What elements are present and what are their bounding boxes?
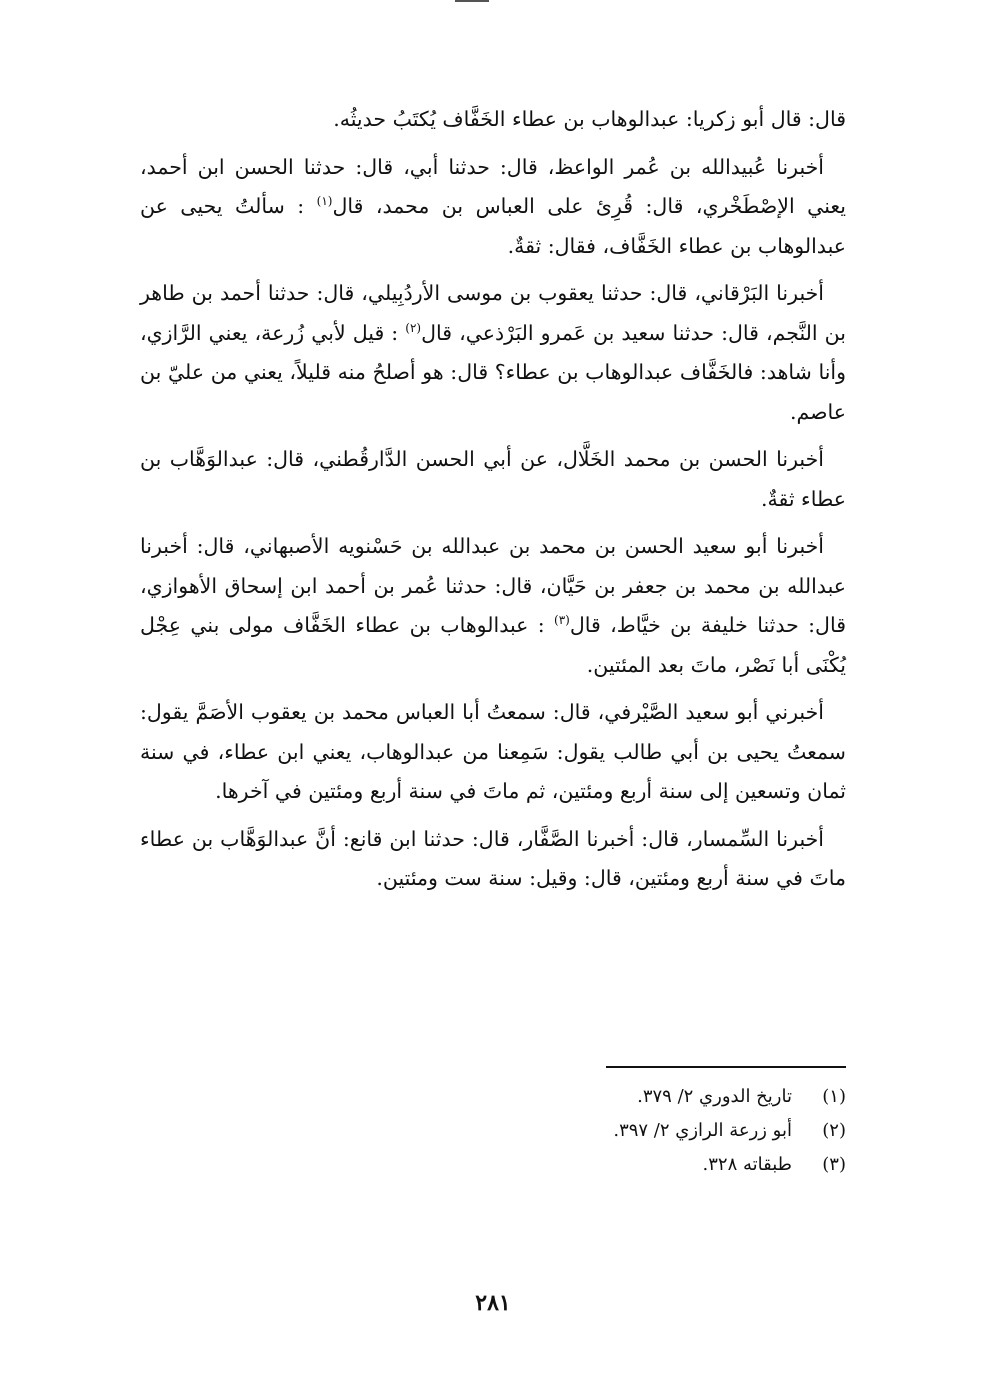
paragraph-5-tail: : عبدالوهاب بن عطاء الخَفَّاف مولى بني عِجْل يُكْنَى أبا نَصْر، ماتَ بعد المئتين. (140, 613, 846, 677)
paragraph-3-text: أخبرنا البَرْقاني، قال: حدثنا يعقوب بن موسى الأردُبِيلي، قال: حدثنا أحمد بن طاهر بن النَّجم، قال: حدثنا سعيد بن عَمرو البَرْذعي، قال (140, 281, 846, 345)
footnote-text-3: طبقاته ٣٢٨. (702, 1154, 792, 1175)
paragraph-2 (140, 148, 846, 267)
paragraph-4 (140, 440, 846, 519)
paragraph-3-tail: : قيل لأبي زُرعة، يعني الرَّازي، وأنا شاهد: فالخَفَّاف عبدالوهاب بن عطاء؟ قال: هو أصلحُ منه قليلاً، يعني من عليّ بن عاصم. (140, 320, 846, 424)
paragraph-7 (140, 820, 846, 899)
footnote-ref-2: (٢) (405, 320, 422, 335)
paragraph-6 (140, 693, 846, 812)
paragraph-5 (140, 527, 846, 685)
footnote-ref-1: (١) (316, 194, 333, 209)
footnote-divider (606, 1066, 846, 1068)
footnote-2 (140, 1114, 846, 1148)
footnote-number-1: (١) (822, 1086, 846, 1107)
paragraph-7-text: أخبرنا السِّمسار، قال: أخبرنا الصَّفَّار، قال: حدثنا ابن قانع: أنَّ عبدالوَهَّاب بن عطاء ماتَ في سنة أربع ومئتين، قال: وقيل: سنة ست ومئتين. (140, 826, 846, 890)
paragraph-6-text: أخبرني أبو سعيد الصَّيْرفي، قال: سمعتُ أبا العباس محمد بن يعقوب الأصَمَّ يقول: سمعتُ يحيى بن أبي طالب يقول: سَمِعنا من عبدالوهاب، يعني ابن عطاء، في سنة ثمان وتسعين إلى سنة أربع ومئتين، ثم ماتَ في سنة أربع ومئتين في آخرها. (140, 700, 846, 803)
footnote-number-2: (٢) (822, 1120, 846, 1141)
paragraph-1-text: قال: قال أبو زكريا: عبدالوهاب بن عطاء الخَفَّاف يُكتَبُ حديثُه. (333, 107, 846, 131)
paragraph-2-text: أخبرنا عُبيدالله بن عُمر الواعظ، قال: حدثنا أبي، قال: حدثنا الحسن ابن أحمد، يعني الإصْطَخْري، قال: قُرِئ على العباس بن محمد، قال (140, 154, 846, 218)
footnote-1 (140, 1080, 846, 1114)
paragraph-3 (140, 274, 846, 432)
footnote-ref-3: (٣) (554, 613, 570, 628)
page-number: ٢٨١ (475, 1290, 511, 1316)
page-body (140, 100, 846, 907)
footnote-text-1: تاريخ الدوري ٢/ ٣٧٩. (637, 1086, 792, 1107)
paragraph-1 (140, 100, 846, 140)
paragraph-2-tail: : سألتُ يحيى عن عبدالوهاب بن عطاء الخَفَّاف، فقال: ثقةٌ. (140, 194, 846, 258)
footnote-number-3: (٣) (822, 1154, 846, 1175)
top-crop-mark (455, 0, 489, 8)
footnote-text-2: أبو زرعة الرازي ٢/ ٣٩٧. (613, 1120, 792, 1141)
footnote-3 (140, 1148, 846, 1182)
footnotes (140, 1080, 846, 1182)
paragraph-5-text: أخبرنا أبو سعيد الحسن بن محمد بن عبدالله بن حَسْنويه الأصبهاني، قال: أخبرنا عبدالله بن محمد بن جعفر بن حَيَّان، قال: حدثنا عُمر بن أحمد ابن إسحاق الأهوازي، قال: حدثنا خليفة بن خيَّاط، قال (140, 534, 846, 637)
paragraph-4-text: أخبرنا الحسن بن محمد الخَلَّال، عن أبي الحسن الدَّارقُطني، قال: عبدالوَهَّاب بن عطاء ثقةٌ. (140, 447, 846, 511)
